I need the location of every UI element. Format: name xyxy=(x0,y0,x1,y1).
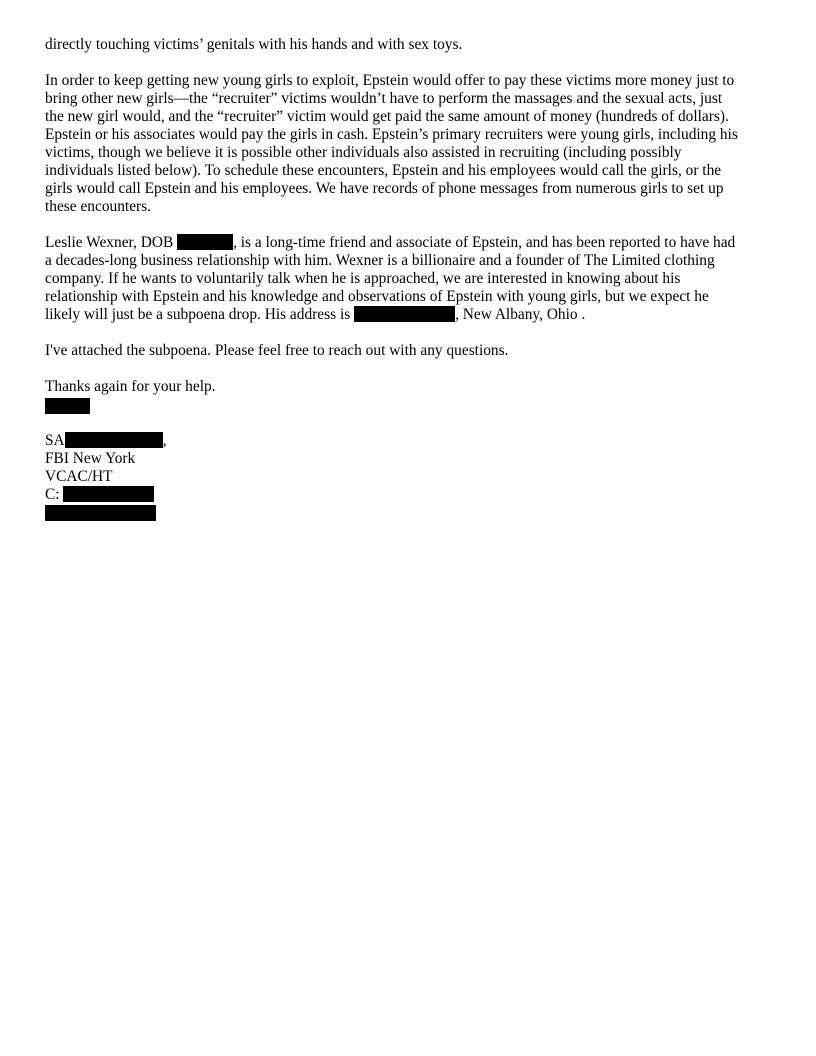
text-line: In order to keep getting new young girls to exploit, Epstein would offer to pay these victims more money just to xyxy=(45,72,735,89)
text-line: Epstein or his associates would pay the girls in cash. Epstein’s primary recruiters were young girls, including his xyxy=(45,126,738,143)
signature-agent xyxy=(45,432,775,450)
text-line: bring other new girls—the “recruiter” victims wouldn’t have to perform the massages and the sexual acts, just xyxy=(45,90,723,107)
redaction-bar-address xyxy=(354,306,455,322)
text-segment: , New Albany, Ohio . xyxy=(455,306,586,323)
paragraph-attachment xyxy=(45,342,775,360)
text-line: these encounters. xyxy=(45,198,151,215)
redaction-bar-email xyxy=(45,505,156,521)
signature-unit: VCAC/HT xyxy=(45,468,113,485)
signature-cell xyxy=(45,486,775,504)
paragraph-recruiters xyxy=(45,72,775,216)
redaction-bar-agent-name xyxy=(65,432,163,448)
text-line: company. If he wants to voluntarily talk when he is approached, we are interested in knowing about his xyxy=(45,270,681,287)
text-line: individuals listed below). To schedule these encounters, Epstein and his employees would call the girls, or the xyxy=(45,162,722,179)
text-line: directly touching victims’ genitals with his hands and with sex toys. xyxy=(45,36,463,53)
text-segment: SA xyxy=(45,432,65,449)
text-line: a decades-long business relationship with him. Wexner is a billionaire and a founder of The Limited clothing xyxy=(45,252,715,269)
text-line: relationship with Epstein and his knowledge and observations of Epstein with young girls, but we expect he xyxy=(45,288,709,305)
text-segment: , xyxy=(162,432,167,449)
signature-office: FBI New York xyxy=(45,450,136,467)
text-segment: , is a long-time friend and associate of Epstein, and has been reported to have had xyxy=(233,234,736,251)
text-line xyxy=(45,234,775,252)
text-line: the new girl would, and the “recruiter” victim would get paid the same amount of money (hundreds of dollars). xyxy=(45,108,729,125)
redaction-bar-cell-phone xyxy=(63,486,154,502)
text-segment: likely will just be a subpoena drop. His address is xyxy=(45,306,355,323)
paragraph-wexner xyxy=(45,234,775,324)
email-body xyxy=(45,36,775,521)
redaction-bar-dob xyxy=(177,234,233,250)
text-segment: Leslie Wexner, DOB xyxy=(45,234,178,251)
text-line xyxy=(45,306,775,324)
text-segment: C: xyxy=(45,486,64,503)
text-line: I've attached the subpoena. Please feel free to reach out with any questions. xyxy=(45,342,509,359)
closing-block xyxy=(45,378,775,521)
redaction-bar-sender-name xyxy=(45,398,90,414)
paragraph-touching xyxy=(45,36,775,54)
text-line: victims, though we believe it is possible other individuals also assisted in recruiting (including possibly xyxy=(45,144,682,161)
closing-thanks: Thanks again for your help. xyxy=(45,378,216,395)
text-line: girls would call Epstein and his employees. We have records of phone messages from numerous girls to set up xyxy=(45,180,724,197)
